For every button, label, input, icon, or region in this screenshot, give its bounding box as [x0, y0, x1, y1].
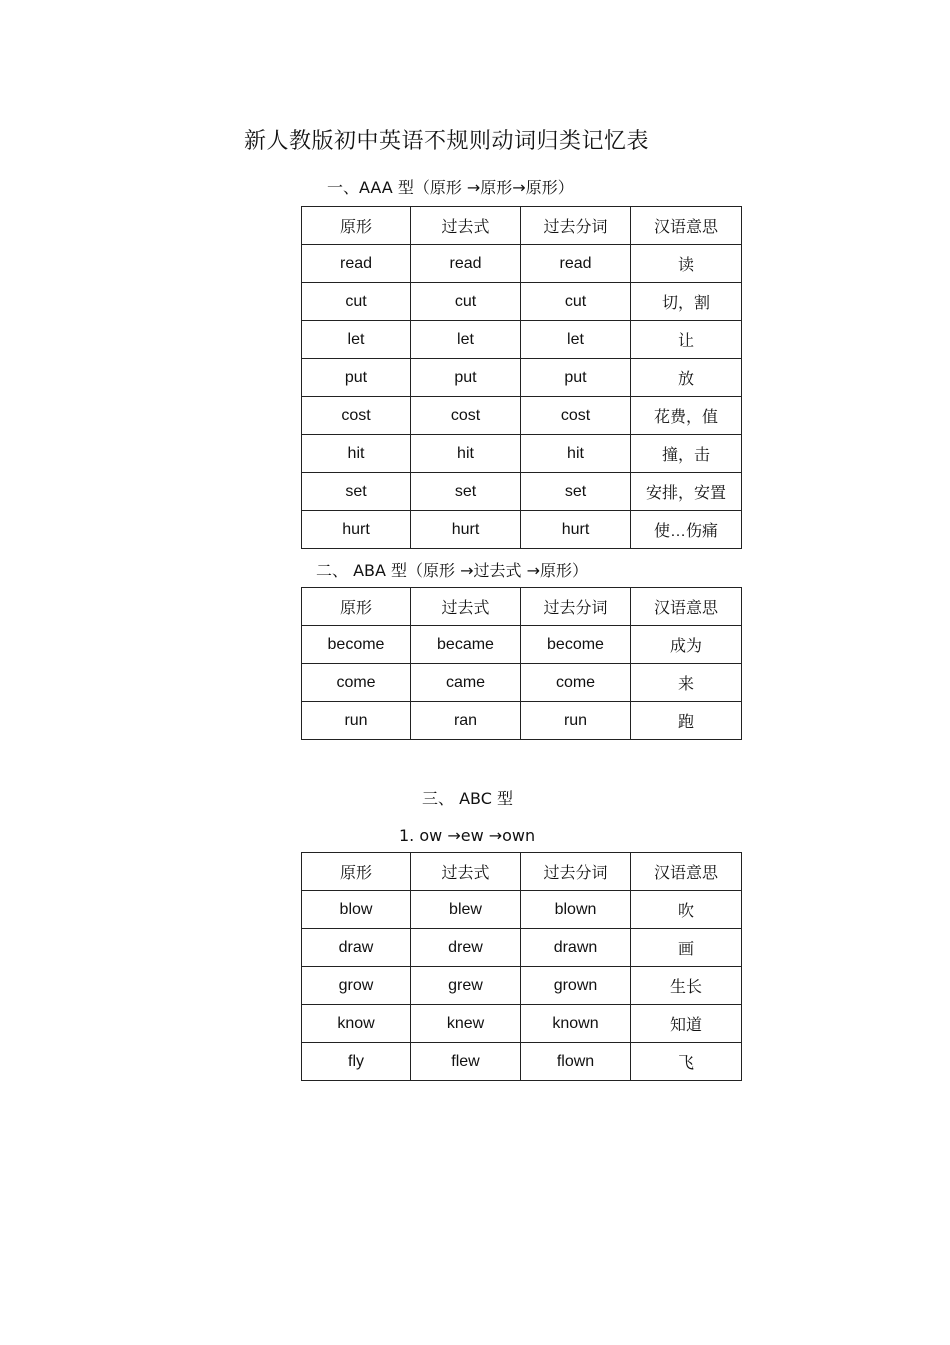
table-cell: put: [411, 359, 521, 397]
table-cell: flown: [521, 1043, 631, 1081]
column-header: 过去分词: [521, 588, 631, 626]
column-header: 汉语意思: [631, 588, 742, 626]
table-cell: 读: [631, 245, 742, 283]
table-cell: known: [521, 1005, 631, 1043]
table-row: [302, 1005, 742, 1043]
table-cell: set: [521, 473, 631, 511]
column-header: 过去分词: [521, 207, 631, 245]
table-cell: cut: [302, 283, 411, 321]
table-cell: drawn: [521, 929, 631, 967]
table-cell: let: [302, 321, 411, 359]
column-header: 原形: [302, 588, 411, 626]
table-cell: cut: [521, 283, 631, 321]
table-cell: 吹: [631, 891, 742, 929]
table-cell: cost: [302, 397, 411, 435]
table-cell: read: [411, 245, 521, 283]
table-cell: 撞，击: [631, 435, 742, 473]
table-row: [302, 891, 742, 929]
table-abc-body: [302, 853, 742, 1081]
table-cell: 知道: [631, 1005, 742, 1043]
table-cell: hit: [302, 435, 411, 473]
table-cell: flew: [411, 1043, 521, 1081]
table-row: [302, 397, 742, 435]
table-cell: blow: [302, 891, 411, 929]
table-abc: [301, 852, 742, 1081]
table-header-row: [302, 853, 742, 891]
table-cell: 来: [631, 664, 742, 702]
table-row: [302, 664, 742, 702]
table-cell: 放: [631, 359, 742, 397]
table-aba-body: [302, 588, 742, 740]
table-cell: 花费，值: [631, 397, 742, 435]
table-cell: came: [411, 664, 521, 702]
column-header: 原形: [302, 853, 411, 891]
table-row: [302, 511, 742, 549]
column-header: 过去式: [411, 207, 521, 245]
table-cell: put: [302, 359, 411, 397]
table-cell: 使…伤痛: [631, 511, 742, 549]
table-cell: cost: [521, 397, 631, 435]
table-row: [302, 1043, 742, 1081]
table-cell: hurt: [521, 511, 631, 549]
table-cell: 画: [631, 929, 742, 967]
column-header: 过去式: [411, 853, 521, 891]
table-cell: hit: [411, 435, 521, 473]
table-cell: knew: [411, 1005, 521, 1043]
table-row: [302, 702, 742, 740]
table-row: [302, 321, 742, 359]
page-title: 新人教版初中英语不规则动词归类记忆表: [244, 129, 650, 154]
table-row: [302, 359, 742, 397]
table-cell: set: [302, 473, 411, 511]
table-header-row: [302, 588, 742, 626]
table-cell: draw: [302, 929, 411, 967]
table-row: [302, 435, 742, 473]
table-cell: grown: [521, 967, 631, 1005]
table-cell: let: [521, 321, 631, 359]
table-cell: become: [302, 626, 411, 664]
table-row: [302, 929, 742, 967]
table-cell: hit: [521, 435, 631, 473]
column-header: 汉语意思: [631, 853, 742, 891]
table-cell: fly: [302, 1043, 411, 1081]
section-heading-aba: 二、 ABA 型（原形 →过去式 →原形）: [316, 561, 589, 580]
column-header: 汉语意思: [631, 207, 742, 245]
table-cell: 切，割: [631, 283, 742, 321]
table-cell: 让: [631, 321, 742, 359]
table-cell: grew: [411, 967, 521, 1005]
table-cell: put: [521, 359, 631, 397]
table-cell: blown: [521, 891, 631, 929]
table-cell: grow: [302, 967, 411, 1005]
table-aba: [301, 587, 742, 740]
table-cell: become: [521, 626, 631, 664]
table-cell: cut: [411, 283, 521, 321]
table-cell: 飞: [631, 1043, 742, 1081]
table-cell: 跑: [631, 702, 742, 740]
table-cell: come: [302, 664, 411, 702]
table-cell: set: [411, 473, 521, 511]
table-cell: became: [411, 626, 521, 664]
table-cell: come: [521, 664, 631, 702]
subsection-heading-ow-ew-own: 1. ow →ew →own: [399, 826, 536, 845]
table-cell: read: [521, 245, 631, 283]
table-header-row: [302, 207, 742, 245]
table-cell: run: [521, 702, 631, 740]
table-cell: drew: [411, 929, 521, 967]
table-cell: blew: [411, 891, 521, 929]
table-cell: 成为: [631, 626, 742, 664]
column-header: 过去分词: [521, 853, 631, 891]
table-row: [302, 626, 742, 664]
column-header: 原形: [302, 207, 411, 245]
table-cell: run: [302, 702, 411, 740]
section-heading-aaa: 一、AAA 型（原形 →原形→原形）: [327, 178, 574, 197]
table-cell: ran: [411, 702, 521, 740]
table-aaa: [301, 206, 742, 549]
table-cell: hurt: [302, 511, 411, 549]
table-row: [302, 473, 742, 511]
table-row: [302, 967, 742, 1005]
table-cell: know: [302, 1005, 411, 1043]
section-heading-abc: 三、 ABC 型: [422, 789, 513, 808]
table-cell: 安排，安置: [631, 473, 742, 511]
table-cell: hurt: [411, 511, 521, 549]
table-row: [302, 245, 742, 283]
table-cell: let: [411, 321, 521, 359]
table-cell: 生长: [631, 967, 742, 1005]
table-cell: cost: [411, 397, 521, 435]
table-row: [302, 283, 742, 321]
table-aaa-body: [302, 207, 742, 549]
column-header: 过去式: [411, 588, 521, 626]
table-cell: read: [302, 245, 411, 283]
